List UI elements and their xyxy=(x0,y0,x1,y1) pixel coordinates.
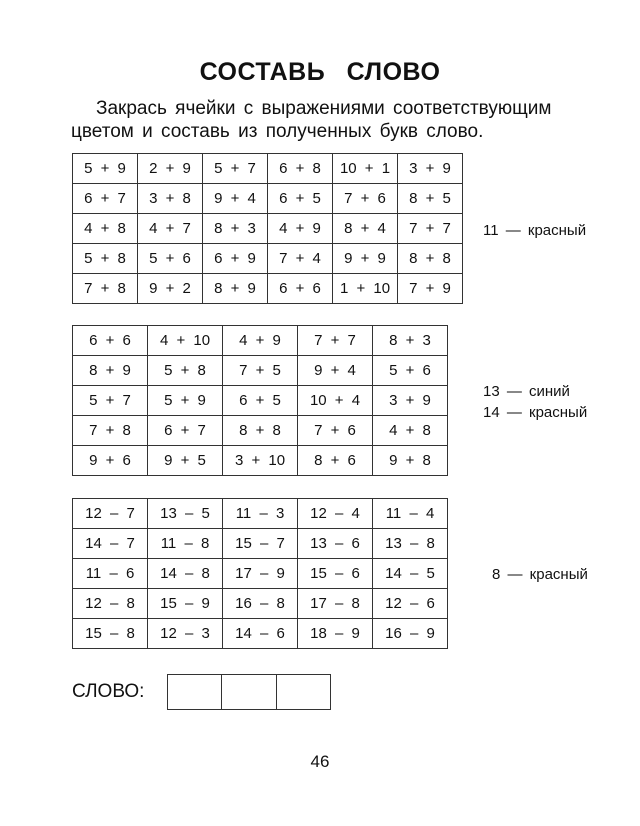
expression-cell[interactable]: 9 + 4 xyxy=(203,184,268,214)
expression-cell[interactable]: 6 + 5 xyxy=(268,184,333,214)
expression-cell[interactable]: 10 + 1 xyxy=(333,154,398,184)
grid-row xyxy=(73,154,463,184)
grid-row xyxy=(73,416,448,446)
expression-cell[interactable]: 4 + 10 xyxy=(148,326,223,356)
expression-cell[interactable]: 5 + 8 xyxy=(73,244,138,274)
expression-cell[interactable]: 7 + 6 xyxy=(333,184,398,214)
expression-cell[interactable]: 8 + 6 xyxy=(298,446,373,476)
expression-cell[interactable]: 15 – 9 xyxy=(148,589,223,619)
grid-row xyxy=(73,184,463,214)
expression-cell[interactable]: 5 + 9 xyxy=(73,154,138,184)
expression-cell[interactable]: 17 – 8 xyxy=(298,589,373,619)
expression-cell[interactable]: 6 + 7 xyxy=(73,184,138,214)
legend-2-item-1: 13 — синий xyxy=(483,383,570,400)
expression-cell[interactable]: 7 + 7 xyxy=(398,214,463,244)
expression-grid-3 xyxy=(72,498,448,649)
expression-cell[interactable]: 1 + 10 xyxy=(333,274,398,304)
expression-cell[interactable]: 17 – 9 xyxy=(223,559,298,589)
grid-row xyxy=(73,559,448,589)
expression-cell[interactable]: 13 – 8 xyxy=(373,529,448,559)
expression-cell[interactable]: 4 + 7 xyxy=(138,214,203,244)
expression-cell[interactable]: 13 – 5 xyxy=(148,499,223,529)
expression-cell[interactable]: 10 + 4 xyxy=(298,386,373,416)
legend-2-item-2: 14 — красный xyxy=(483,404,588,421)
instruction-line-2: цветом и составь из полученных букв слово. xyxy=(71,121,484,142)
expression-cell[interactable]: 6 + 7 xyxy=(148,416,223,446)
expression-cell[interactable]: 16 – 8 xyxy=(223,589,298,619)
expression-cell[interactable]: 2 + 9 xyxy=(138,154,203,184)
expression-cell[interactable]: 9 + 6 xyxy=(73,446,148,476)
expression-cell[interactable]: 7 + 6 xyxy=(298,416,373,446)
expression-grid-1 xyxy=(72,153,463,304)
answer-cell-2[interactable] xyxy=(222,675,276,710)
grid-row xyxy=(73,386,448,416)
expression-cell[interactable]: 7 + 4 xyxy=(268,244,333,274)
expression-cell[interactable]: 8 + 3 xyxy=(373,326,448,356)
expression-cell[interactable]: 5 + 6 xyxy=(138,244,203,274)
grid-row xyxy=(73,589,448,619)
grid-row xyxy=(73,214,463,244)
expression-cell[interactable]: 3 + 10 xyxy=(223,446,298,476)
expression-cell[interactable]: 5 + 7 xyxy=(73,386,148,416)
expression-cell[interactable]: 11 – 3 xyxy=(223,499,298,529)
expression-cell[interactable]: 8 + 9 xyxy=(203,274,268,304)
expression-cell[interactable]: 16 – 9 xyxy=(373,619,448,649)
expression-cell[interactable]: 5 + 7 xyxy=(203,154,268,184)
expression-cell[interactable]: 7 + 8 xyxy=(73,274,138,304)
expression-cell[interactable]: 8 + 4 xyxy=(333,214,398,244)
expression-cell[interactable]: 14 – 7 xyxy=(73,529,148,559)
expression-cell[interactable]: 7 + 8 xyxy=(73,416,148,446)
grid-row xyxy=(73,499,448,529)
expression-cell[interactable]: 8 + 3 xyxy=(203,214,268,244)
expression-cell[interactable]: 4 + 8 xyxy=(373,416,448,446)
expression-cell[interactable]: 3 + 9 xyxy=(398,154,463,184)
instruction-line-1: Закрась ячейки с выражениями соответствующим xyxy=(96,98,552,119)
expression-cell[interactable]: 14 – 8 xyxy=(148,559,223,589)
grid-row xyxy=(73,356,448,386)
instruction-text xyxy=(71,97,601,143)
expression-cell[interactable]: 9 + 4 xyxy=(298,356,373,386)
expression-cell[interactable]: 6 + 6 xyxy=(268,274,333,304)
legend-1-item: 11 — красный xyxy=(483,222,587,239)
expression-cell[interactable]: 9 + 9 xyxy=(333,244,398,274)
expression-cell[interactable]: 6 + 5 xyxy=(223,386,298,416)
expression-cell[interactable]: 9 + 5 xyxy=(148,446,223,476)
expression-cell[interactable]: 8 + 8 xyxy=(223,416,298,446)
grid-row xyxy=(73,446,448,476)
expression-cell[interactable]: 8 + 5 xyxy=(398,184,463,214)
legend-3-item: 8 — красный xyxy=(492,566,588,583)
expression-cell[interactable]: 15 – 8 xyxy=(73,619,148,649)
answer-cell-3[interactable] xyxy=(276,675,330,710)
expression-cell[interactable]: 9 + 8 xyxy=(373,446,448,476)
expression-cell[interactable]: 15 – 6 xyxy=(298,559,373,589)
page-title: СОСТАВЬ СЛОВО xyxy=(199,58,441,86)
expression-cell[interactable]: 11 – 4 xyxy=(373,499,448,529)
expression-cell[interactable]: 11 – 6 xyxy=(73,559,148,589)
expression-cell[interactable]: 12 – 4 xyxy=(298,499,373,529)
page-number: 46 xyxy=(310,752,330,771)
expression-cell[interactable]: 14 – 6 xyxy=(223,619,298,649)
expression-cell[interactable]: 7 + 7 xyxy=(298,326,373,356)
expression-cell[interactable]: 7 + 5 xyxy=(223,356,298,386)
expression-cell[interactable]: 3 + 9 xyxy=(373,386,448,416)
expression-cell[interactable]: 13 – 6 xyxy=(298,529,373,559)
expression-cell[interactable]: 14 – 5 xyxy=(373,559,448,589)
grid-row xyxy=(73,326,448,356)
expression-cell[interactable]: 12 – 8 xyxy=(73,589,148,619)
expression-cell[interactable]: 5 + 8 xyxy=(148,356,223,386)
expression-cell[interactable]: 4 + 8 xyxy=(73,214,138,244)
expression-cell[interactable]: 6 + 9 xyxy=(203,244,268,274)
expression-cell[interactable]: 5 + 9 xyxy=(148,386,223,416)
answer-boxes xyxy=(167,674,331,710)
grid-row xyxy=(73,274,463,304)
grid-row xyxy=(73,529,448,559)
expression-cell[interactable]: 4 + 9 xyxy=(268,214,333,244)
expression-cell[interactable]: 6 + 8 xyxy=(268,154,333,184)
expression-cell[interactable]: 12 – 6 xyxy=(373,589,448,619)
expression-cell[interactable]: 11 – 8 xyxy=(148,529,223,559)
word-label: СЛОВО: xyxy=(72,681,145,702)
expression-cell[interactable]: 12 – 7 xyxy=(73,499,148,529)
expression-cell[interactable]: 8 + 8 xyxy=(398,244,463,274)
expression-cell[interactable]: 12 – 3 xyxy=(148,619,223,649)
expression-cell[interactable]: 4 + 9 xyxy=(223,326,298,356)
expression-cell[interactable]: 8 + 9 xyxy=(73,356,148,386)
grid-row xyxy=(73,244,463,274)
grid-row xyxy=(73,619,448,649)
expression-cell[interactable]: 5 + 6 xyxy=(373,356,448,386)
answer-cell-1[interactable] xyxy=(168,675,222,710)
expression-cell[interactable]: 9 + 2 xyxy=(138,274,203,304)
expression-cell[interactable]: 6 + 6 xyxy=(73,326,148,356)
expression-cell[interactable]: 3 + 8 xyxy=(138,184,203,214)
expression-grid-2 xyxy=(72,325,448,476)
expression-cell[interactable]: 7 + 9 xyxy=(398,274,463,304)
expression-cell[interactable]: 18 – 9 xyxy=(298,619,373,649)
expression-cell[interactable]: 15 – 7 xyxy=(223,529,298,559)
